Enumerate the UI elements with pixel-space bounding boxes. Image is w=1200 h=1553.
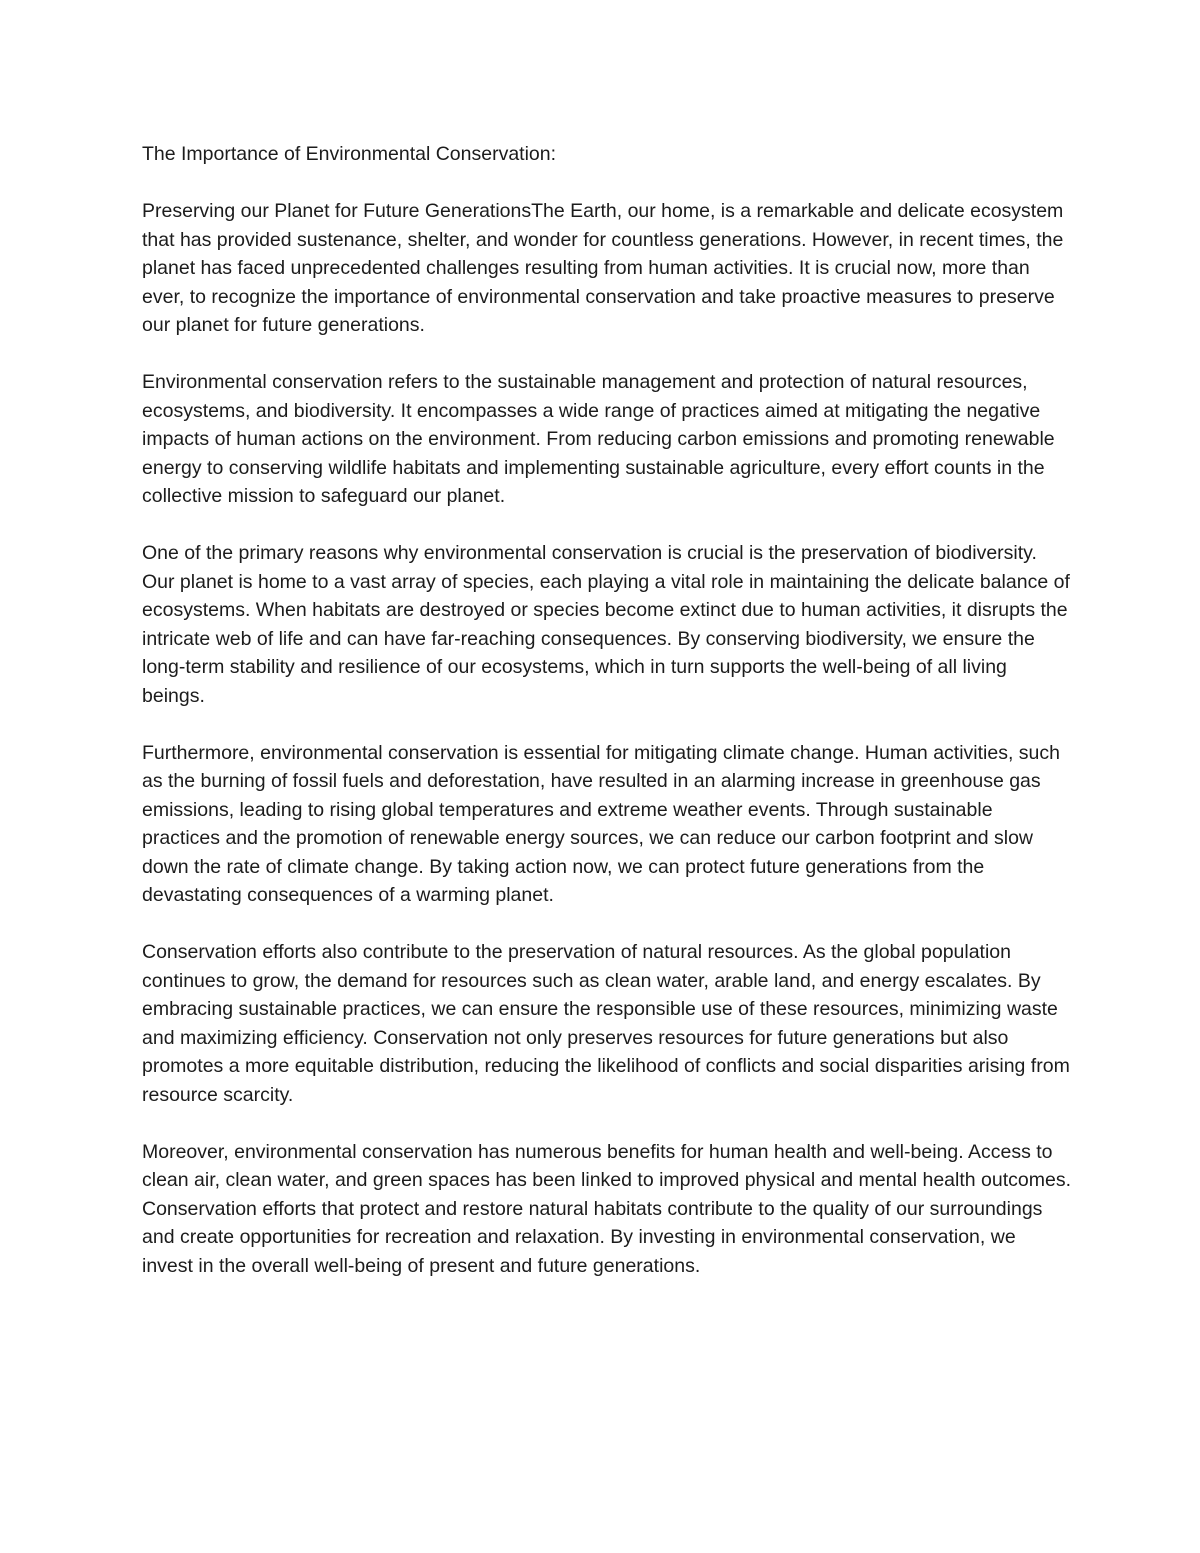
paragraph-natural-resources: Conservation efforts also contribute to the preservation of natural resources. As the global population continues to grow, the demand for resources such as clean water, arable land, and energy escalates. By embracing sustainable practices, we can ensure the responsible use of these resources, minimizing waste and maximizing efficiency. Conservation not only preserves resources for future generations but also promotes a more equitable distribution, reducing the likelihood of conflicts and social disparities arising from resource scarcity. <box>142 941 1070 1106</box>
paragraph-climate-change: Furthermore, environmental conservation is essential for mitigating climate change. Human activities, such as the burning of fossil fuels and deforestation, have resulted in an alarming increase in greenhouse gas emissions, leading to rising global temperatures and extreme weather events. Through sustainable practices and the promotion of renewable energy sources, we can reduce our carbon footprint and slow down the rate of climate change. By taking action now, we can protect future generations from the devastating consequences of a warming planet. <box>142 741 1060 906</box>
paragraph-biodiversity: One of the primary reasons why environmental conservation is crucial is the preservation of biodiversity. Our planet is home to a vast array of species, each playing a vital role in maintaining the delicate balance of ecosystems. When habitats are destroyed or species become extinct due to human activities, it disrupts the intricate web of life and can have far-reaching consequences. By conserving biodiversity, we ensure the long-term stability and resilience of our ecosystems, which in turn supports the well-being of all living beings. <box>142 542 1070 707</box>
paragraph-intro: Preserving our Planet for Future GenerationsThe Earth, our home, is a remarkable and delicate ecosystem that has provided sustenance, shelter, and wonder for countless generations. However, in recent times, the planet has faced unprecedented challenges resulting from human activities. It is crucial now, more than ever, to recognize the importance of environmental conservation and take proactive measures to preserve our planet for future generations. <box>142 200 1064 336</box>
paragraph-definition: Environmental conservation refers to the sustainable management and protection of natural resources, ecosystems, and biodiversity. It encompasses a wide range of practices aimed at mitigating the negative impacts of human actions on the environment. From reducing carbon emissions and promoting renewable energy to conserving wildlife habitats and implementing sustainable agriculture, every effort counts in the collective mission to safeguard our planet. <box>142 371 1055 507</box>
paragraph-human-health: Moreover, environmental conservation has numerous benefits for human health and well-being. Access to clean air, clean water, and green spaces has been linked to improved physical and mental health outcomes. Conservation efforts that protect and restore natural habitats contribute to the quality of our surroundings and create opportunities for recreation and relaxation. By investing in environmental conservation, we invest in the overall well-being of present and future generations. <box>142 1140 1071 1277</box>
document-body <box>142 140 1072 1280</box>
document-title: The Importance of Environmental Conservation: <box>142 143 557 165</box>
